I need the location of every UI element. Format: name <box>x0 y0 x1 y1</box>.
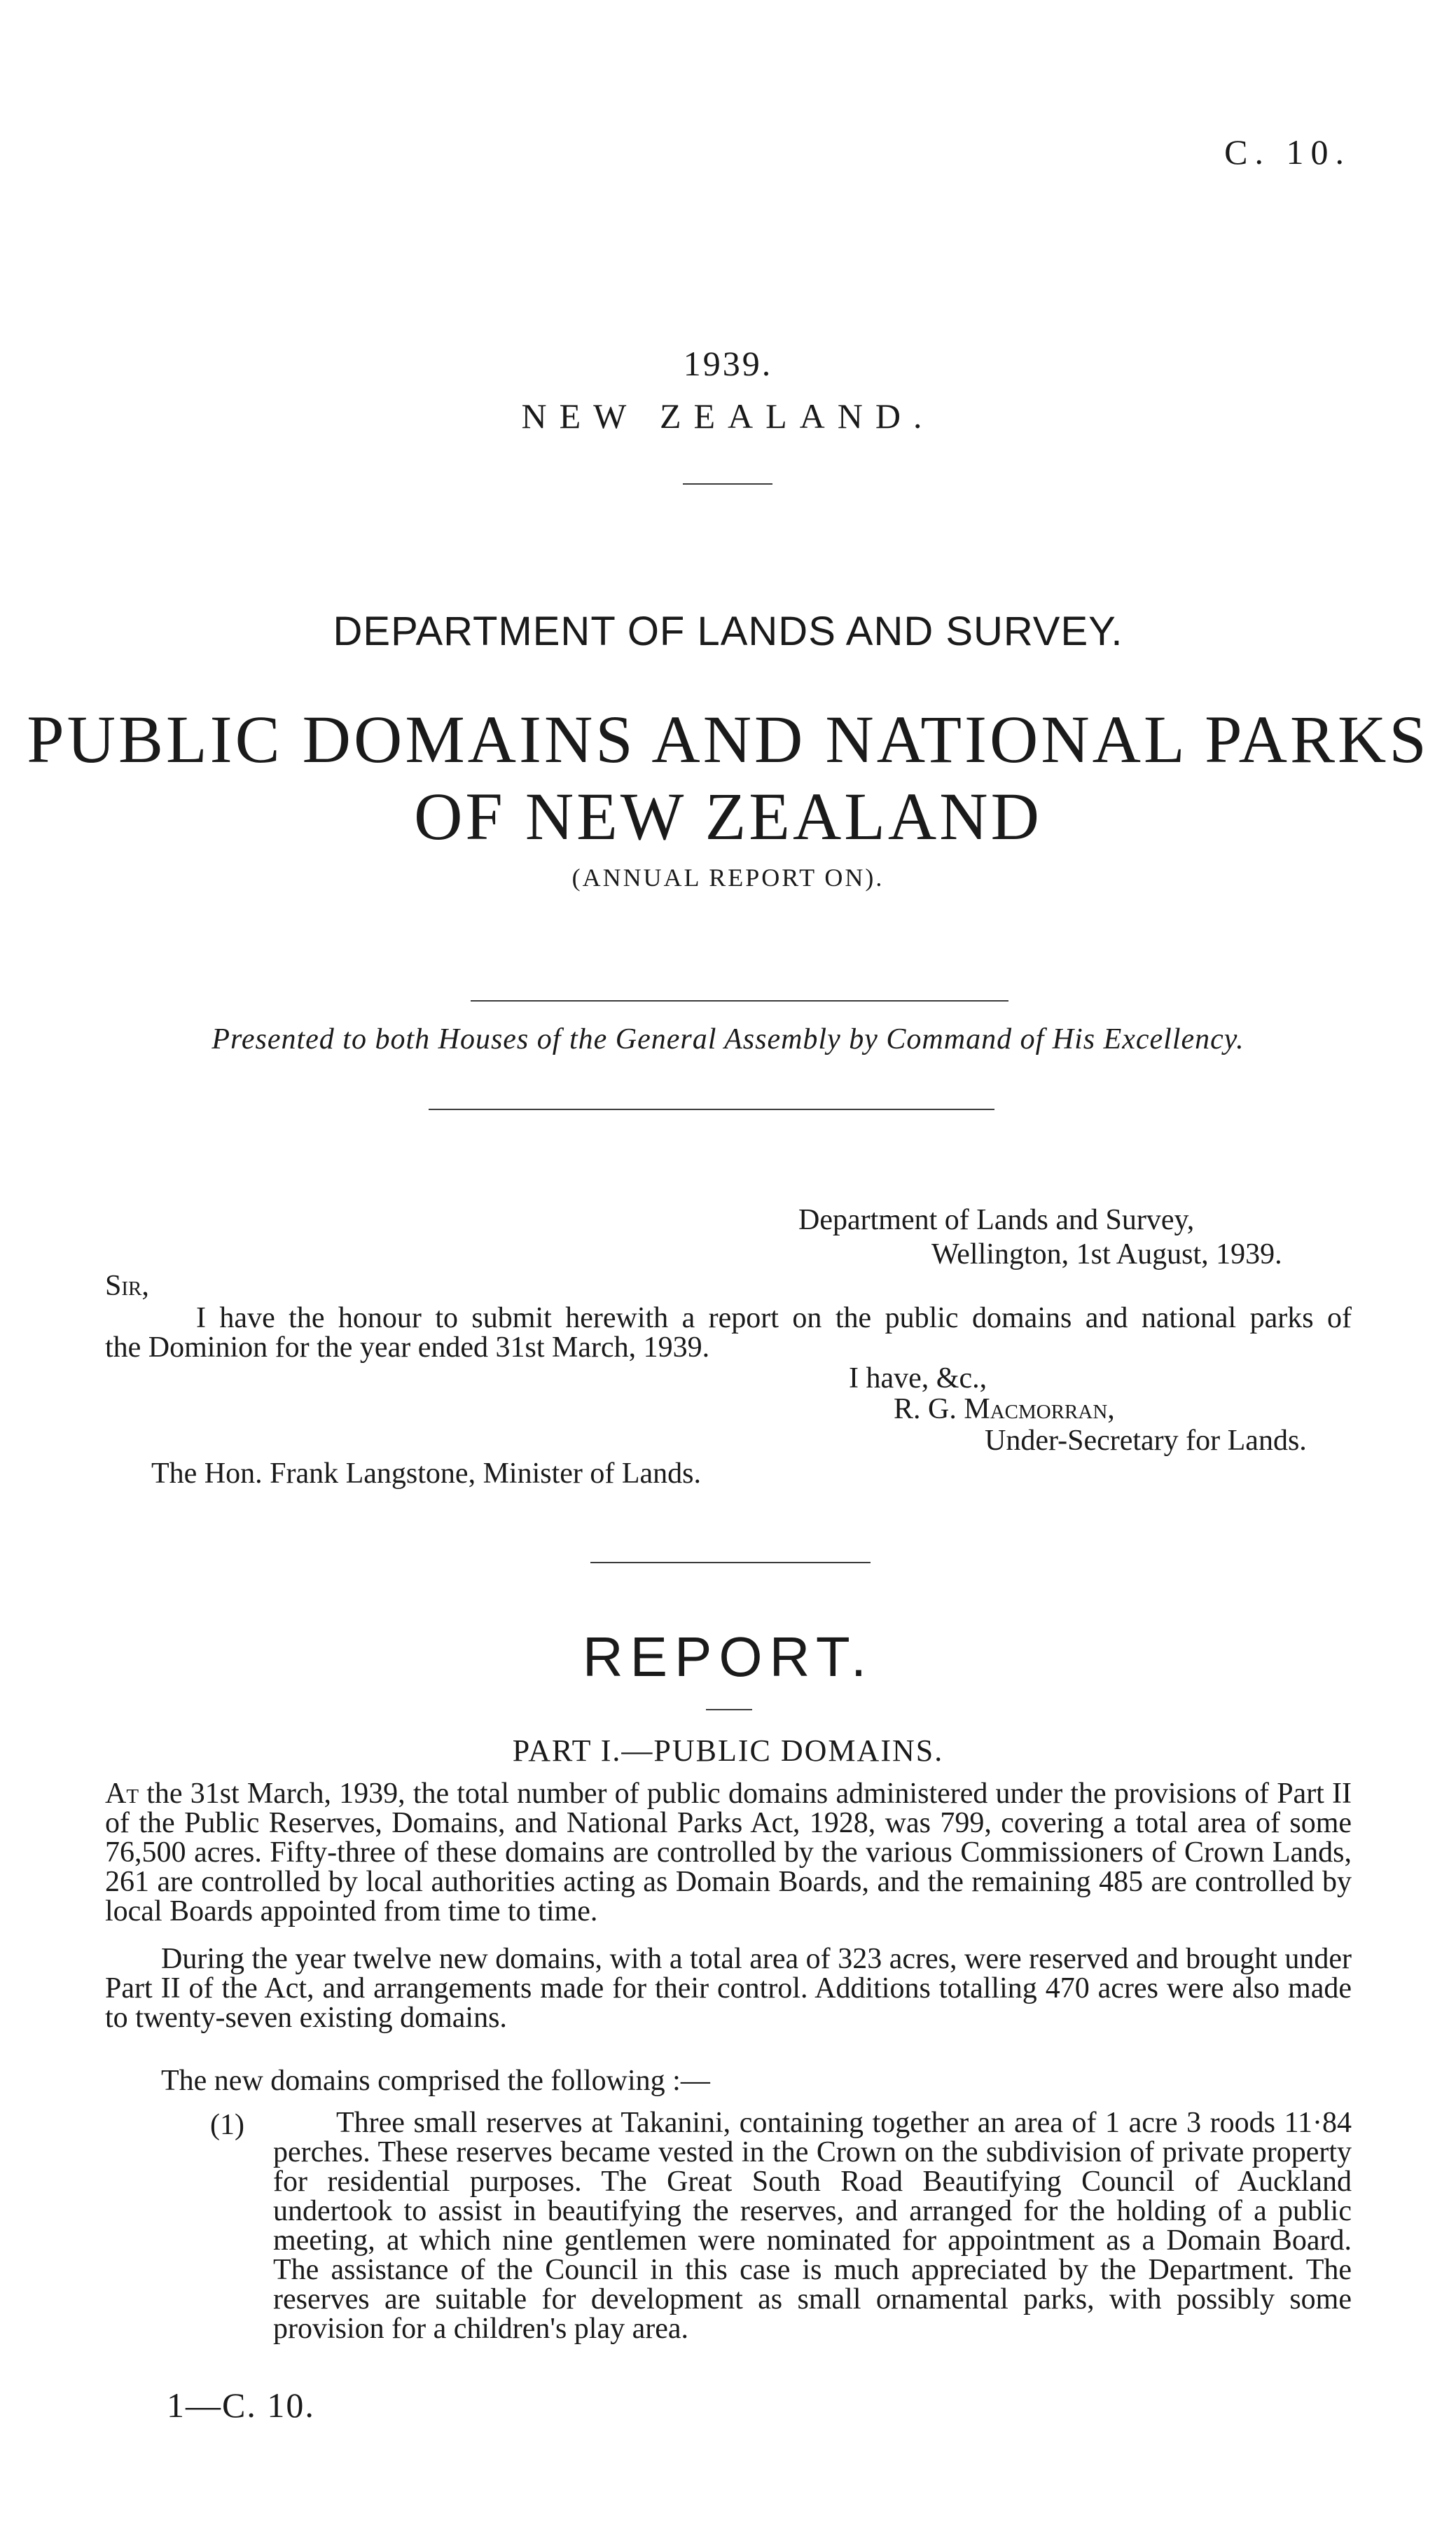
paragraph-1-lead: At <box>105 1778 139 1810</box>
letter-signatory-title: Under-Secretary for Lands. <box>985 1425 1307 1457</box>
country-heading: NEW ZEALAND. <box>521 396 935 436</box>
letter-body-line-1: I have the honour to submit herewith a report on the public domains and national parks of <box>196 1302 1352 1334</box>
letter-closing: I have, &c., <box>849 1362 987 1394</box>
department-heading: DEPARTMENT OF LANDS AND SURVEY. <box>333 609 1123 654</box>
letter-addressee: The Hon. Frank Langstone, Minister of Lands. <box>151 1458 702 1490</box>
list-item-number: (1) <box>210 2109 244 2141</box>
list-item-text: Three small reserves at Takanini, containing together an area of 1 acre 3 roods 11·84 perches. These reserves became vested in the Crown on the subdivision of private property for residential purposes. The Great South Road Beautifying Council of Auckland undertook to assist in beautifying the reserves, and arranged for the holding of a public meeting, at which nine gentlemen were nominated for appointment as a Domain Board. The assistance of the Council in this case is much appreciated by the Department. The reserves are suitable for development as small ornamental parks, with possibly some provision for a children's play area. <box>273 2107 1352 2345</box>
report-title-line-2: OF NEW ZEALAND <box>414 779 1042 854</box>
presentation-note: Presented to both Houses of the General Assembly by Command of His Excellency. <box>212 1023 1244 1055</box>
document-code: C. 10. <box>1224 132 1351 172</box>
report-paragraph-3: The new domains comprised the following :— <box>161 2065 710 2097</box>
paragraph-1-text: the 31st March, 1939, the total number of public domains administered under the provisions of Part II of the Public Reserves, Domains, and National Parks Act, 1928, was 799, covering a total area of some 76,500 acres. Fifty-three of these domains are controlled by the various Commissioners of Crown Lands, 261 are controlled by local authorities acting as Domain Boards, and the remaining 485 are controlled by local Boards appointed from time to time. <box>105 1778 1352 1927</box>
letter-body-line-2: the Dominion for the year ended 31st March, 1939. <box>105 1331 710 1364</box>
divider-short-1 <box>683 483 772 485</box>
divider-long-2 <box>429 1109 994 1110</box>
divider-long-1 <box>471 1000 1008 1002</box>
document-year: 1939. <box>683 344 773 383</box>
report-subtitle: (ANNUAL REPORT ON). <box>571 864 885 892</box>
letter-signatory-name: R. G. Macmorran, <box>894 1393 1115 1425</box>
letter-address-line-2: Wellington, 1st August, 1939. <box>931 1238 1282 1270</box>
part-heading: PART I.—PUBLIC DOMAINS. <box>512 1733 944 1768</box>
divider-short-2 <box>590 1562 871 1563</box>
letter-salutation: Sir, <box>105 1270 149 1302</box>
report-paragraph-1 <box>105 1779 1352 1926</box>
page-footer-mark: 1—C. 10. <box>167 2386 315 2425</box>
divider-short-3 <box>706 1709 752 1710</box>
report-paragraph-2: During the year twelve new domains, with a total area of 323 acres, were reserved and brought under Part II of the Act, and arrangements made for their control. Additions totalling 470 acres were also made to twenty-seven existing domains. <box>105 1943 1352 2034</box>
report-title-line-1: PUBLIC DOMAINS AND NATIONAL PARKS <box>27 702 1429 777</box>
letter-address-line-1: Department of Lands and Survey, <box>798 1204 1195 1236</box>
report-heading: REPORT. <box>582 1626 874 1688</box>
